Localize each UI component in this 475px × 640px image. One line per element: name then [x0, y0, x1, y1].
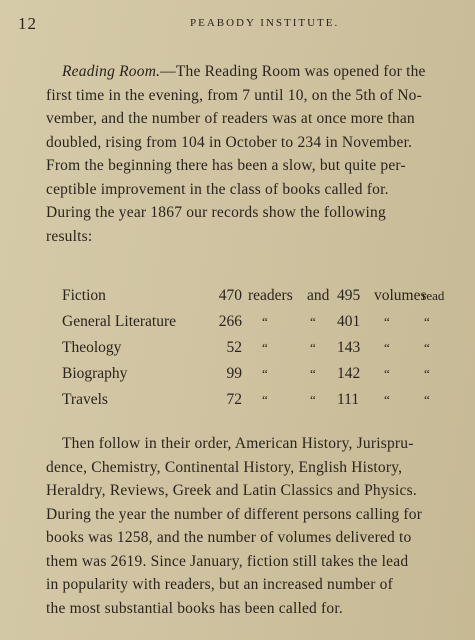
ditto-mark: “: [384, 340, 391, 355]
paragraph-line: Heraldry, Reviews, Greek and Latin Classics and Physics.: [46, 482, 417, 499]
paragraph-line: During the year the number of different persons calling for: [46, 505, 423, 523]
ditto-mark: “: [310, 340, 317, 355]
run-in-heading: Reading Room.: [62, 63, 161, 80]
volumes-count: 401: [337, 313, 361, 330]
paragraph-line: From the beginning there has been a slow, but quite per-: [46, 157, 406, 174]
readers-count: 72: [226, 391, 242, 408]
reading-room-paragraph: [46, 60, 460, 248]
paragraph-line: During the year 1867 our records show the following: [46, 204, 386, 221]
ditto-mark: “: [262, 340, 269, 355]
table-row: [62, 335, 462, 361]
volumes-count: 111: [337, 391, 360, 408]
volumes-count: 143: [337, 339, 361, 356]
ditto-mark: “: [424, 366, 431, 381]
paragraph-line: them was 2619. Since January, fiction still takes the lead: [46, 552, 409, 570]
paragraph-line: doubled, rising from 104 in October to 234 in November.: [46, 133, 413, 151]
readers-count: 52: [226, 339, 242, 356]
volumes-word: volumes: [374, 287, 427, 304]
paragraph-line: results:: [46, 227, 93, 245]
category-label: Travels: [62, 391, 108, 408]
ditto-mark: “: [384, 314, 391, 329]
paragraph-line: the most substantial books has been called for.: [46, 599, 343, 617]
category-label: General Literature: [62, 313, 177, 330]
readers-word: readers: [248, 287, 293, 304]
ditto-mark: “: [262, 366, 269, 381]
line-text: —The Reading Room was opened for the: [160, 63, 426, 80]
paragraph-line: in popularity with readers, but an increased number of: [46, 576, 393, 593]
ditto-mark: “: [262, 314, 269, 329]
paragraph-line: Then follow in their order, American History, Jurispru-: [62, 435, 414, 452]
read-word: read: [422, 288, 445, 303]
readers-count: 99: [226, 365, 242, 382]
paragraph-line: ceptible improvement in the class of books called for.: [46, 180, 389, 198]
ditto-mark: “: [384, 366, 391, 381]
ditto-mark: “: [262, 392, 269, 407]
table-row: [62, 309, 462, 335]
page-number: 12: [18, 14, 37, 33]
ditto-mark: “: [424, 392, 431, 407]
readers-count: 266: [218, 313, 242, 330]
page-header: [18, 14, 461, 34]
paragraph-line: first time in the evening, from 7 until 10, on the 5th of No-: [46, 86, 422, 104]
table-row: [62, 361, 462, 387]
ditto-mark: “: [384, 392, 391, 407]
ditto-mark: “: [424, 340, 431, 355]
ditto-mark: “: [310, 366, 317, 381]
table-row: [62, 387, 462, 413]
readers-table: [62, 283, 462, 413]
ditto-mark: “: [310, 314, 317, 329]
paragraph-line: dence, Chemistry, Continental History, English History,: [46, 458, 403, 476]
paragraph-line: vember, and the number of readers was at once more than: [46, 110, 415, 127]
running-title: PEABODY INSTITUTE.: [190, 17, 340, 29]
category-label: Theology: [62, 339, 122, 356]
ditto-mark: “: [424, 314, 431, 329]
paragraph-line: [46, 60, 460, 84]
table-row: [62, 283, 462, 309]
paragraph-line: books was 1258, and the number of volumes delivered to: [46, 529, 412, 546]
following-order-paragraph: [46, 432, 460, 620]
category-label: Biography: [62, 365, 128, 382]
readers-count: 470: [218, 287, 242, 304]
ditto-mark: “: [310, 392, 317, 407]
volumes-count: 495: [337, 287, 361, 304]
and-word: and: [307, 287, 330, 304]
volumes-count: 142: [337, 365, 361, 382]
category-label: Fiction: [62, 287, 106, 304]
